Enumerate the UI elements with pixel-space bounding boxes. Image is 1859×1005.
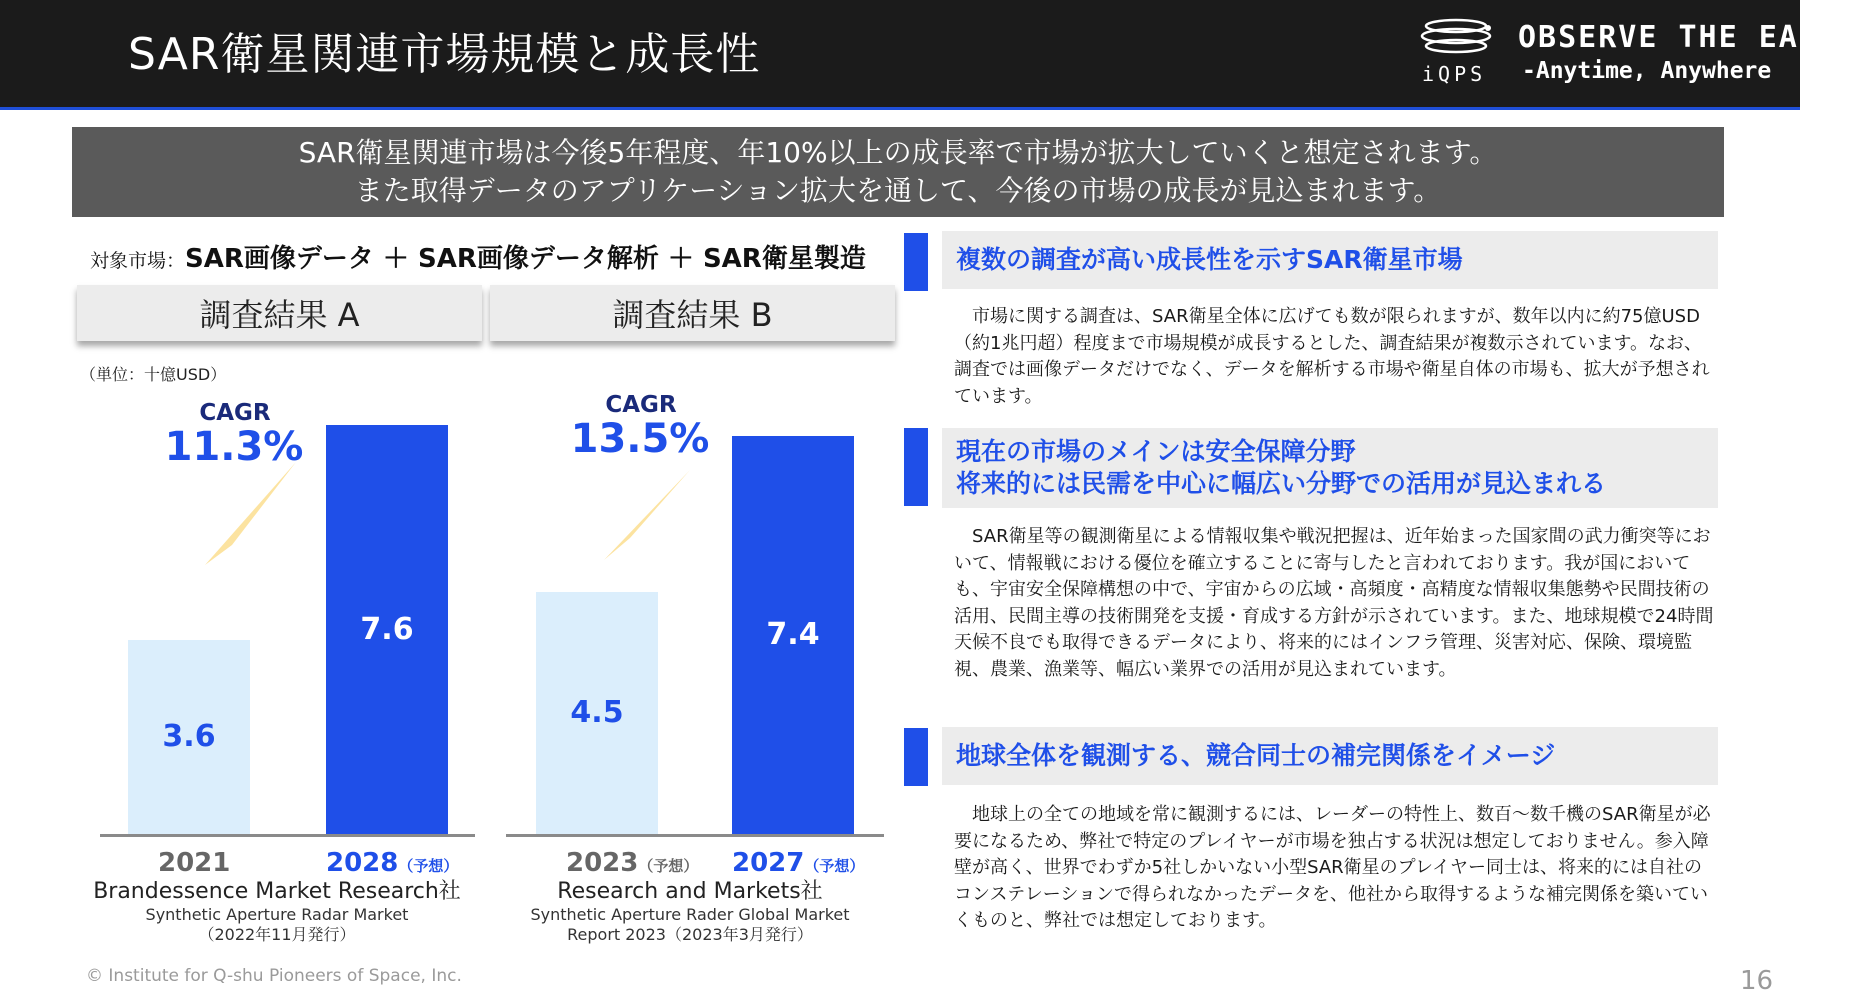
section-2-body: SAR衛星等の観測衛星による情報収集や戦況把握は、近年始まった国家間の武力衝突等において、情報戦における優位を確立することに寄与したと言われております。我が国においても、宇宙安全保障構想の中で、宇宙からの広域・高頻度・高精度な情報収集態勢や民間技術の活用、民間主導の技術開発を支援・育成する方針が示されています。また、地球規模で24時間天候不良でも取得できるデータにより、将来的にはインフラ管理、災害対応、保険、環境監視、農業、漁業等、幅広い業界での活用が見込まれています。 — [954, 526, 1714, 680]
section-2-marker — [904, 428, 928, 506]
logo-text: iQPS — [1422, 62, 1487, 86]
section-1-heading-text: 複数の調査が高い成長性を示すSAR衛星市場 — [956, 245, 1463, 274]
section-2-heading-line-2: 将来的には民需を中心に幅広い分野での活用が見込まれる — [956, 469, 1607, 498]
unit-label: （単位：十億USD） — [80, 365, 227, 384]
chart-a-year-note: （予想） — [398, 857, 459, 875]
chart-a-cagr-label: CAGR — [199, 400, 271, 426]
chart-a-bar-label-2021: 3.6 — [162, 719, 216, 755]
chart-a-source-name: Brandessence Market Research社 — [93, 879, 461, 904]
chart-b-source-name: Research and Markets社 — [557, 879, 823, 904]
chart-b-bar-label-2023: 4.5 — [570, 694, 624, 730]
chart-a-cagr-value: 11.3% — [164, 424, 304, 470]
section-3-body: 地球上の全ての地域を常に観測するには、レーダーの特性上、数百～数千機のSAR衛星が必要になるため、弊社で特定のプレイヤーが市場を独占する状況は想定しておりません。参入障壁が高く、世界でわずか5社しかいない小型SAR衛星のプレイヤー同士は、将来的には自社のコンステレーションで得られなかったデータを、他社から取得するような補完関係を築いていくものと、弊社では想定しております。 — [954, 804, 1711, 931]
section-1-heading — [942, 231, 1718, 289]
page-title: SAR衛星関連市場規模と成長性 — [128, 29, 761, 80]
tagline-secondary: -Anytime, Anywhere — [1522, 58, 1772, 84]
chart-a-bar-label-2028: 7.6 — [360, 611, 414, 647]
chart-b-year-note: （予想） — [804, 857, 865, 875]
target-market-value: SAR画像データ ＋ SAR画像データ解析 ＋ SAR衛星製造 — [185, 244, 866, 274]
chart-b-year-note: （予想） — [638, 857, 699, 875]
chart-b-bar-label-2027: 7.4 — [766, 616, 820, 652]
chart-b-cagr-value: 13.5% — [570, 416, 710, 462]
section-1-marker — [904, 233, 928, 291]
chart-b-year-text: 2023 — [566, 848, 639, 878]
section-2-heading-line-1: 現在の市場のメインは安全保障分野 — [956, 437, 1356, 466]
copyright-notice: © Institute for Q-shu Pioneers of Space, Inc. — [86, 966, 462, 986]
chart-b-source-date: Report 2023（2023年3月発行） — [567, 925, 813, 944]
bar-charts — [0, 0, 900, 1005]
result-b-header: 調査結果 B — [490, 285, 895, 341]
chart-b-source — [470, 874, 910, 945]
section-3-marker — [904, 728, 928, 786]
summary-line-1: SAR衛星関連市場は今後5年程度、年10%以上の成長率で市場が拡大していくと想定されます。 — [298, 136, 1498, 169]
tagline-primary: OBSERVE THE EARTH — [1518, 20, 1859, 55]
section-3-heading-text: 地球全体を観測する、競合同士の補完関係をイメージ — [956, 741, 1556, 770]
section-1-body: 市場に関する調査は、SAR衛星全体に広げても数が限られますが、数年以内に約75億USD（約1兆円超）程度まで市場規模が成長するとした、調査結果が複数示されています。なお、調査では画像データだけでなく、データを解析する市場や衛星自体の市場も、拡大が予想されています。 — [954, 306, 1710, 407]
page-number: 16 — [1740, 966, 1774, 996]
chart-a-year-text: 2028 — [326, 848, 399, 878]
chart-b-source-title: Synthetic Aperture Rader Global Market — [530, 905, 850, 924]
chart-b-cagr-label: CAGR — [605, 392, 677, 418]
result-a-header: 調査結果 A — [77, 285, 482, 341]
section-3-heading — [942, 727, 1718, 785]
target-market-label: 対象市場： — [90, 250, 186, 272]
chart-a-source-title: Synthetic Aperture Radar Market — [145, 905, 409, 924]
section-2-heading — [942, 428, 1718, 508]
chart-a-year-text: 2021 — [158, 848, 231, 878]
iqps-logo-icon — [1418, 16, 1494, 60]
chart-b-growth-arrow — [604, 470, 690, 560]
chart-a-source-date: （2022年11月発行） — [198, 925, 356, 944]
chart-b-year-text: 2027 — [732, 848, 805, 878]
summary-line-2: また取得データのアプリケーション拡大を通して、今後の市場の成長が見込まれます。 — [354, 174, 1442, 207]
